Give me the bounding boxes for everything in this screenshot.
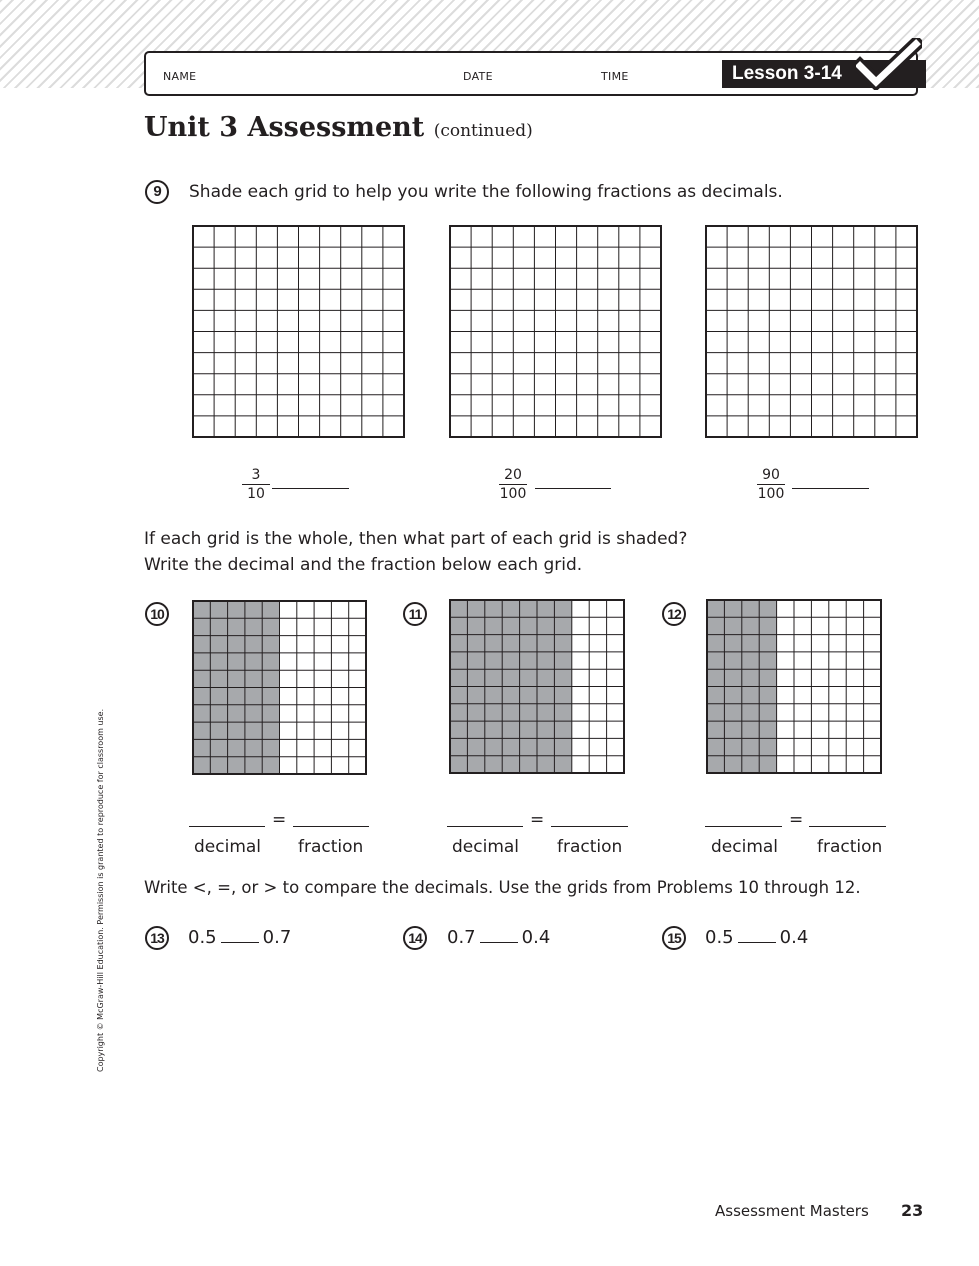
copyright-notice: Copyright © McGraw-Hill Education. Permission is granted to reproduce for classroom use. — [96, 708, 105, 1072]
checkmark-icon — [856, 38, 922, 90]
fraction-blank-11[interactable] — [551, 826, 628, 827]
lesson-tab: Lesson 3-14 — [722, 60, 926, 88]
fraction-bar — [757, 484, 785, 485]
problem-number-13: 13 — [145, 926, 169, 950]
right-decimal: 0.7 — [262, 927, 292, 948]
problem-number-11: 11 — [403, 602, 427, 626]
numerator: 90 — [762, 467, 780, 483]
section-2-line-1: If each grid is the whole, then what part of each grid is shaded? — [144, 529, 688, 549]
left-decimal: 0.5 — [188, 927, 217, 948]
fraction-label-12: fraction — [817, 837, 883, 857]
answer-blank-9b[interactable] — [535, 488, 611, 489]
numerator: 3 — [251, 467, 261, 483]
title-sub: (continued) — [433, 121, 533, 141]
fraction-20-100 — [493, 467, 533, 502]
problem-number-14: 14 — [403, 926, 427, 950]
section-2-line-2: Write the decimal and the fraction below each grid. — [144, 555, 583, 575]
name-label: NAME — [163, 70, 197, 83]
answer-blank-9c[interactable] — [792, 488, 869, 489]
answer-blank-9a[interactable] — [272, 488, 349, 489]
equals-sign-11: = — [530, 810, 545, 830]
comparison-13 — [188, 927, 291, 948]
fraction-bar — [499, 484, 527, 485]
blank-grid-2[interactable] — [449, 225, 662, 438]
fraction-label-11: fraction — [557, 837, 623, 857]
decimal-blank-10[interactable] — [189, 826, 265, 827]
blank-grid-1[interactable] — [192, 225, 405, 438]
problem-number-9: 9 — [145, 180, 169, 204]
page-title — [144, 112, 533, 143]
decimal-label-12: decimal — [711, 837, 779, 857]
denominator: 100 — [499, 486, 527, 502]
numerator: 20 — [504, 467, 522, 483]
equals-sign-12: = — [789, 810, 804, 830]
decimal-label-10: decimal — [194, 837, 262, 857]
decimal-blank-11[interactable] — [447, 826, 523, 827]
fraction-bar — [242, 484, 270, 485]
equals-sign-10: = — [272, 810, 287, 830]
denominator: 10 — [247, 486, 265, 502]
right-decimal: 0.4 — [779, 927, 809, 948]
blank-grid-3[interactable] — [705, 225, 918, 438]
problem-number-15: 15 — [662, 926, 686, 950]
fraction-blank-12[interactable] — [809, 826, 886, 827]
date-label: DATE — [463, 70, 493, 83]
comparison-15 — [705, 927, 808, 948]
decimal-label-11: decimal — [452, 837, 520, 857]
denominator: 100 — [757, 486, 785, 502]
fraction-90-100 — [751, 467, 791, 502]
time-label: TIME — [601, 70, 629, 83]
comparison-blank[interactable] — [221, 942, 259, 943]
compare-instruction: Write <, =, or > to compare the decimals. Use the grids from Problems 10 through 12. — [144, 878, 861, 897]
title-main: Unit 3 Assessment — [144, 112, 425, 143]
fraction-3-10 — [236, 467, 276, 502]
footer-label: Assessment Masters — [715, 1202, 869, 1220]
comparison-blank[interactable] — [480, 942, 518, 943]
fraction-label-10: fraction — [298, 837, 364, 857]
page-number: 23 — [901, 1201, 924, 1220]
comparison-blank[interactable] — [738, 942, 776, 943]
right-decimal: 0.4 — [521, 927, 551, 948]
problem-number-12: 12 — [662, 602, 686, 626]
shaded-grid-10 — [192, 600, 367, 775]
shaded-grid-11 — [449, 599, 625, 774]
left-decimal: 0.5 — [705, 927, 734, 948]
comparison-14 — [447, 927, 550, 948]
decimal-blank-12[interactable] — [705, 826, 782, 827]
problem-number-10: 10 — [145, 602, 169, 626]
left-decimal: 0.7 — [447, 927, 476, 948]
fraction-blank-10[interactable] — [293, 826, 369, 827]
shaded-grid-12 — [706, 599, 882, 774]
problem-9-instruction: Shade each grid to help you write the following fractions as decimals. — [189, 182, 783, 202]
